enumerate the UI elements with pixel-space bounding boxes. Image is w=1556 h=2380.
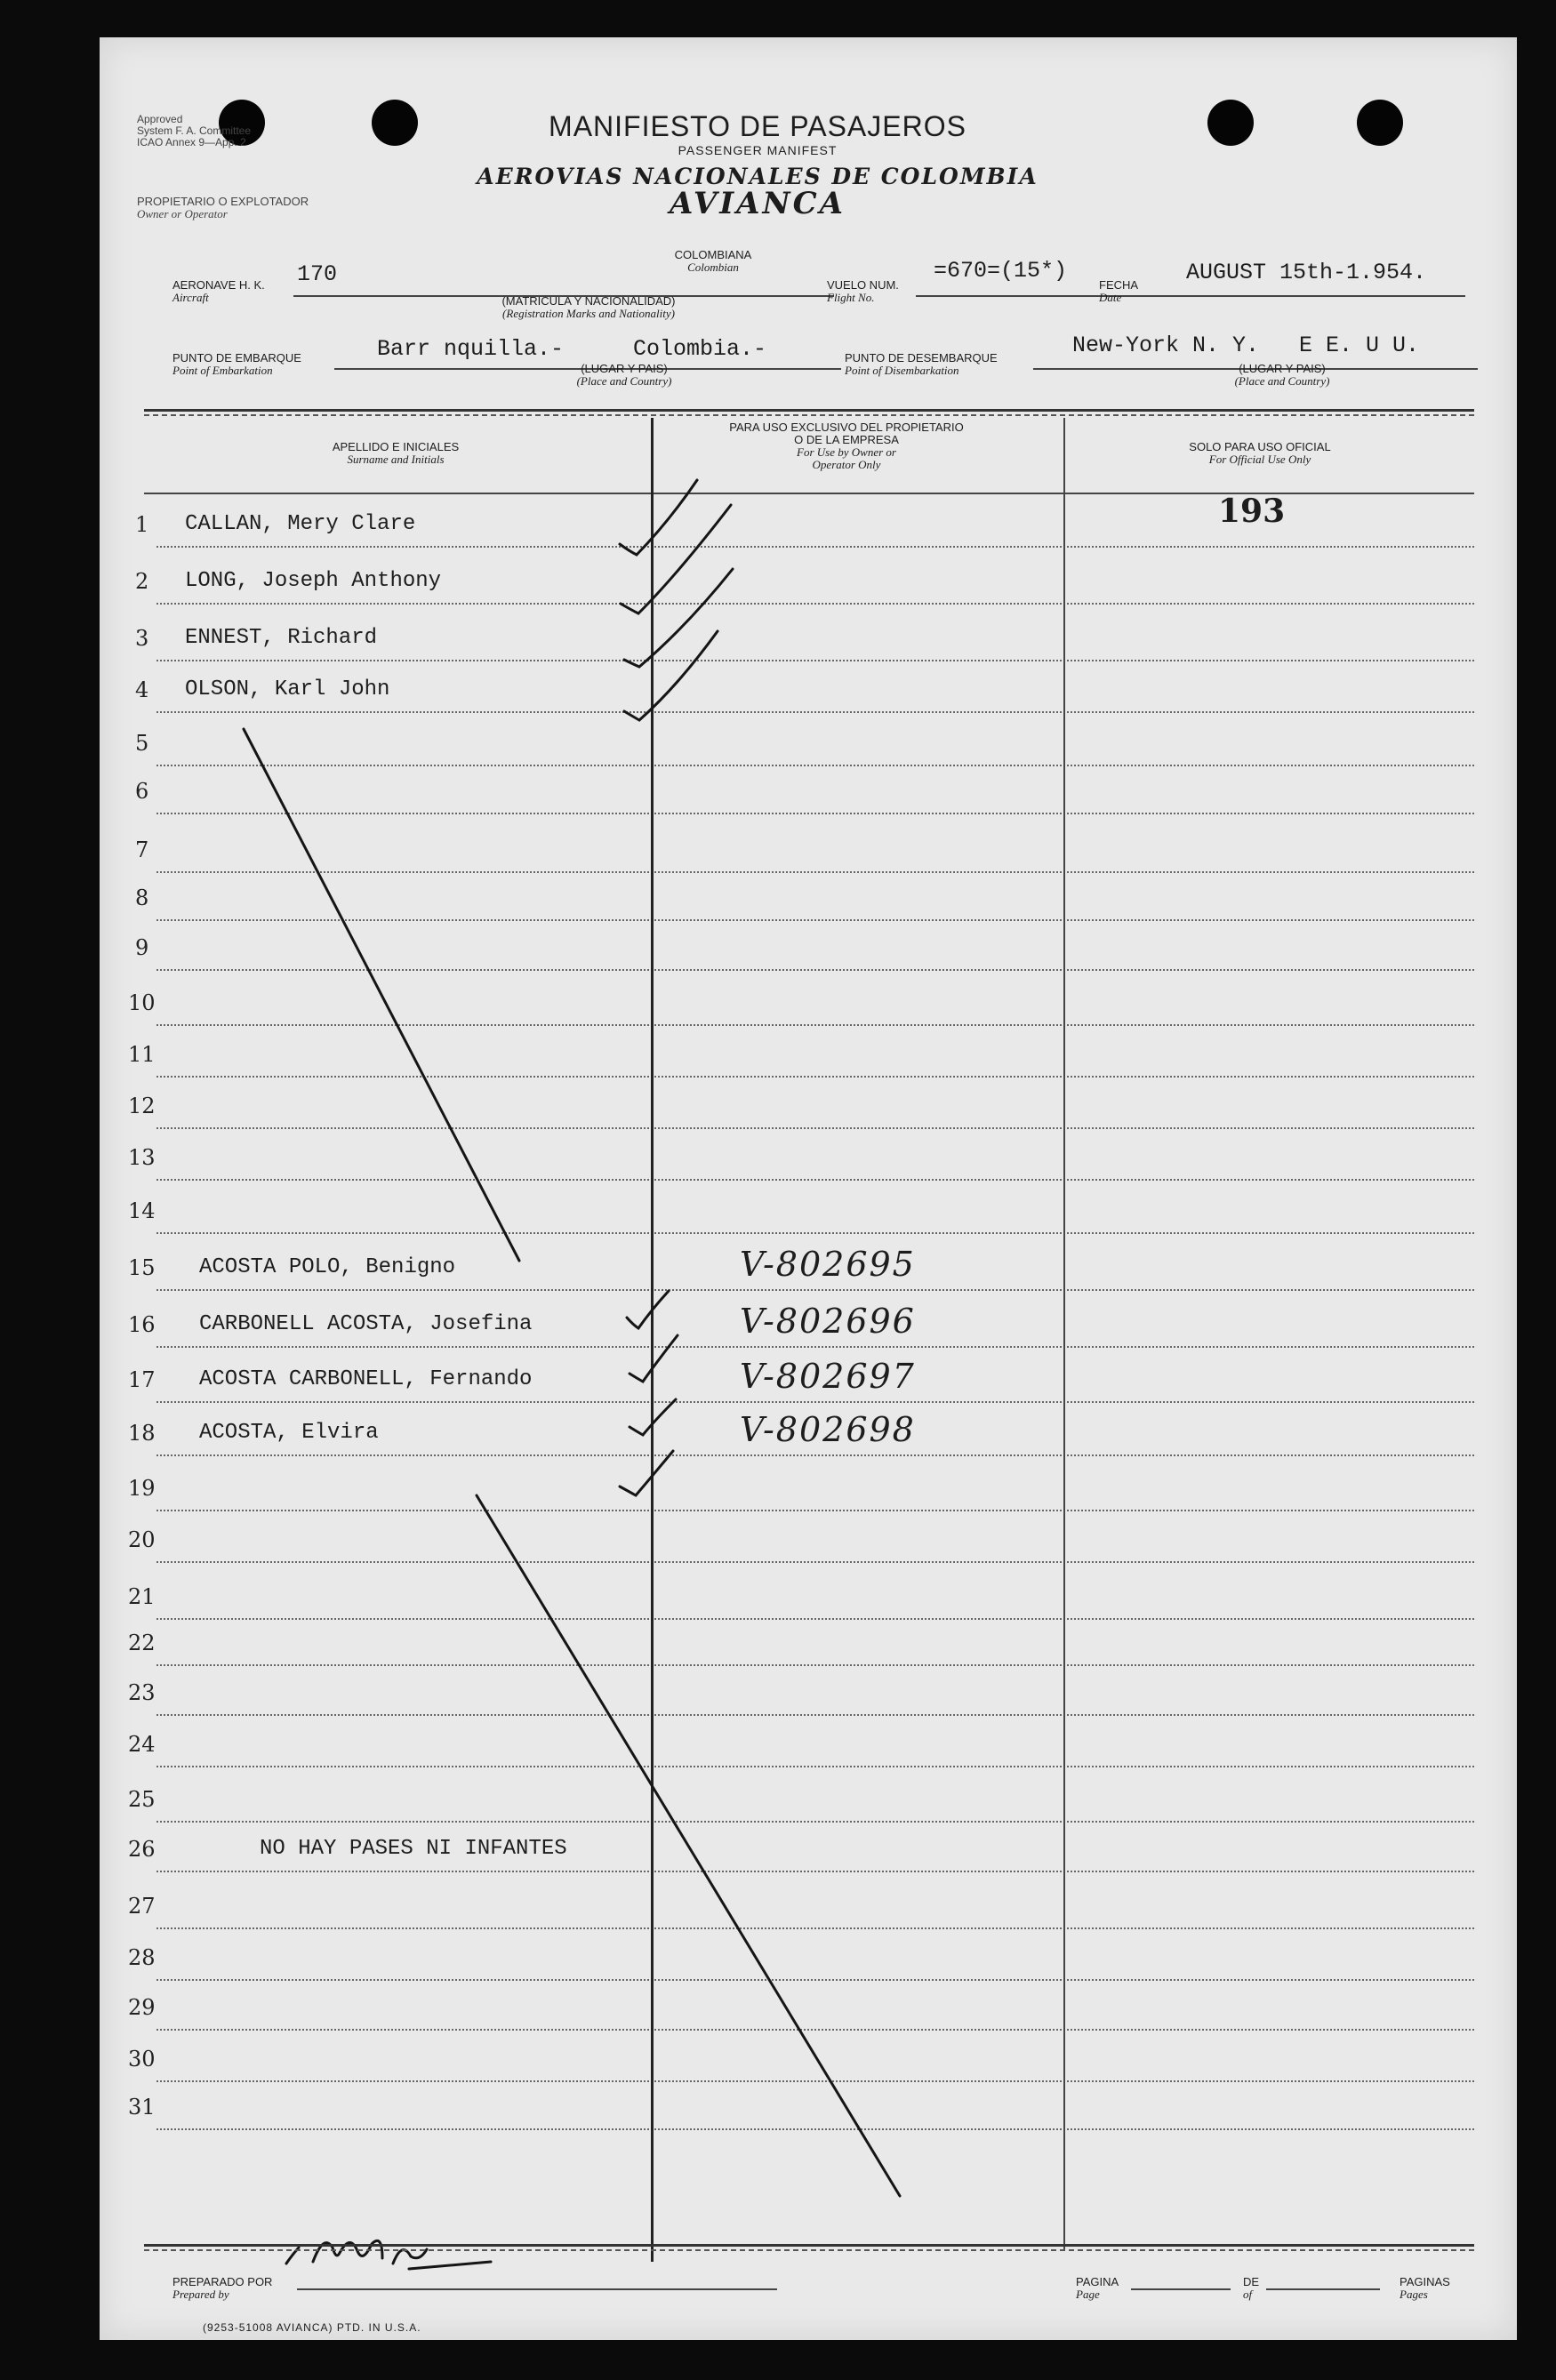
checkmark — [624, 631, 718, 720]
row-number: 10 — [128, 990, 156, 1015]
row-number: 1 — [135, 512, 149, 537]
aircraft-label: AERONAVE H. K. Aircraft — [172, 278, 265, 304]
row-number: 25 — [128, 1787, 156, 1812]
row-number: 4 — [135, 677, 149, 702]
row-number: 26 — [128, 1837, 156, 1862]
row-number: 30 — [128, 2047, 156, 2071]
visa-number: V-802698 — [740, 1410, 916, 1449]
airline-name: AEROVIAS NACIONALES DE COLOMBIA AVIANCA — [477, 164, 1039, 221]
aircraft-number: 170 — [297, 261, 338, 287]
checkmark — [624, 569, 733, 667]
disembark-place: New-York N. Y. E E. U U. — [1072, 333, 1420, 358]
title-main: MANIFIESTO DE PASAJEROS — [549, 110, 966, 142]
page-label: PAGINA Page — [1076, 2275, 1119, 2301]
col-header-official: SOLO PARA USO OFICIAL For Official Use Only — [1189, 440, 1331, 466]
passenger-name: CARBONELL ACOSTA, Josefina — [199, 1312, 533, 1336]
row-number: 14 — [128, 1198, 156, 1223]
title-sub: PASSENGER MANIFEST — [678, 143, 838, 157]
checkmark — [620, 1451, 673, 1495]
passenger-name: LONG, Joseph Anthony — [185, 569, 442, 593]
passenger-name: ENNEST, Richard — [185, 626, 378, 650]
flight-label: VUELO NUM. Flight No. — [827, 278, 899, 304]
checkmark — [627, 1291, 669, 1328]
row-number: 19 — [128, 1476, 156, 1501]
embark-label: PUNTO DE EMBARQUE Point of Embarkation — [172, 351, 301, 377]
row-number: 8 — [135, 885, 149, 910]
cancel-line — [244, 729, 519, 1261]
row-number: 15 — [128, 1255, 156, 1280]
pages-label: PAGINAS Pages — [1400, 2275, 1450, 2301]
footer-rule — [144, 2249, 1474, 2251]
embark-country: Colombia.- — [633, 336, 767, 362]
row-number: 12 — [128, 1094, 156, 1118]
prepared-by-field — [297, 2260, 777, 2290]
manifest-sheet — [100, 37, 1517, 2340]
visa-number: V-802695 — [740, 1245, 916, 1284]
row-number: 28 — [128, 1945, 156, 1970]
of-label: DE of — [1243, 2275, 1260, 2301]
cancel-line — [477, 1495, 900, 2196]
stamp-number: 193 — [1218, 493, 1286, 530]
aircraft-nationality: COLOMBIANA Colombian — [674, 248, 752, 274]
checkmark — [630, 1335, 678, 1382]
pages-field — [1266, 2269, 1380, 2290]
row-number: 3 — [135, 626, 149, 651]
owner-label: PROPIETARIO O EXPLOTADOR Owner or Operator — [137, 195, 309, 220]
passenger-name: ACOSTA, Elvira — [199, 1421, 379, 1445]
row-number: 6 — [135, 779, 149, 804]
row-number: 2 — [135, 569, 149, 594]
row-number: 22 — [128, 1631, 156, 1655]
row-number: 20 — [128, 1527, 156, 1552]
passenger-name: NO HAY PASES NI INFANTES — [260, 1837, 567, 1861]
date-label: FECHA Date — [1099, 278, 1139, 304]
visa-number: V-802696 — [740, 1302, 916, 1341]
row-number: 5 — [135, 731, 149, 756]
registration-label: (MATRICULA Y NACIONALIDAD) (Registration Marks and Nationality) — [501, 294, 676, 320]
row-number: 24 — [128, 1732, 156, 1757]
prepared-by-label: PREPARADO POR Prepared by — [172, 2275, 273, 2301]
hand-marks-layer — [100, 37, 1517, 2340]
row-number: 18 — [128, 1421, 156, 1446]
footer-rule — [144, 2244, 1474, 2247]
flight-number: =670=(15*) — [934, 258, 1068, 284]
checkmark — [630, 1399, 676, 1435]
disembark-place-label: (LUGAR Y PAIS) (Place and Country) — [1234, 362, 1330, 388]
row-number: 23 — [128, 1680, 156, 1705]
row-number: 9 — [135, 935, 149, 960]
checkmark — [620, 480, 697, 555]
approval-line: System F. A. Committee — [137, 124, 252, 137]
passenger-name: CALLAN, Mery Clare — [185, 512, 416, 536]
passenger-name: ACOSTA CARBONELL, Fernando — [199, 1367, 533, 1391]
row-number: 13 — [128, 1145, 156, 1170]
checkmark — [621, 505, 731, 613]
embark-place-label: (LUGAR Y PAIS) (Place and Country) — [576, 362, 672, 388]
row-number: 29 — [128, 1995, 156, 2020]
passenger-name: ACOSTA POLO, Benigno — [199, 1255, 456, 1279]
row-number: 27 — [128, 1894, 156, 1919]
visa-number: V-802697 — [740, 1357, 916, 1396]
printer-note: (9253-51008 AVIANCA) PTD. IN U.S.A. — [203, 2321, 421, 2334]
col-header-name: APELLIDO E INICIALES Surname and Initials — [332, 440, 460, 466]
page-field — [1131, 2269, 1231, 2290]
approval-line: Approved — [137, 113, 183, 125]
row-number: 21 — [128, 1584, 156, 1609]
disembark-label: PUNTO DE DESEMBARQUE Point of Disembarkation — [845, 351, 998, 377]
row-number: 31 — [128, 2095, 156, 2120]
approval-line: ICAO Annex 9—App. 2 — [137, 136, 246, 148]
row-number: 17 — [128, 1367, 156, 1392]
flight-date: AUGUST 15th-1.954. — [1186, 260, 1427, 285]
passenger-name: OLSON, Karl John — [185, 677, 390, 701]
col-header-owner: PARA USO EXCLUSIVO DEL PROPIETARIO O DE LA EMPRESA For Use by Owner or Operator Only — [729, 421, 964, 471]
row-number: 11 — [128, 1042, 156, 1067]
row-number: 16 — [128, 1312, 156, 1337]
row-number: 7 — [135, 837, 149, 862]
embark-city: Barr nquilla.- — [377, 336, 565, 362]
